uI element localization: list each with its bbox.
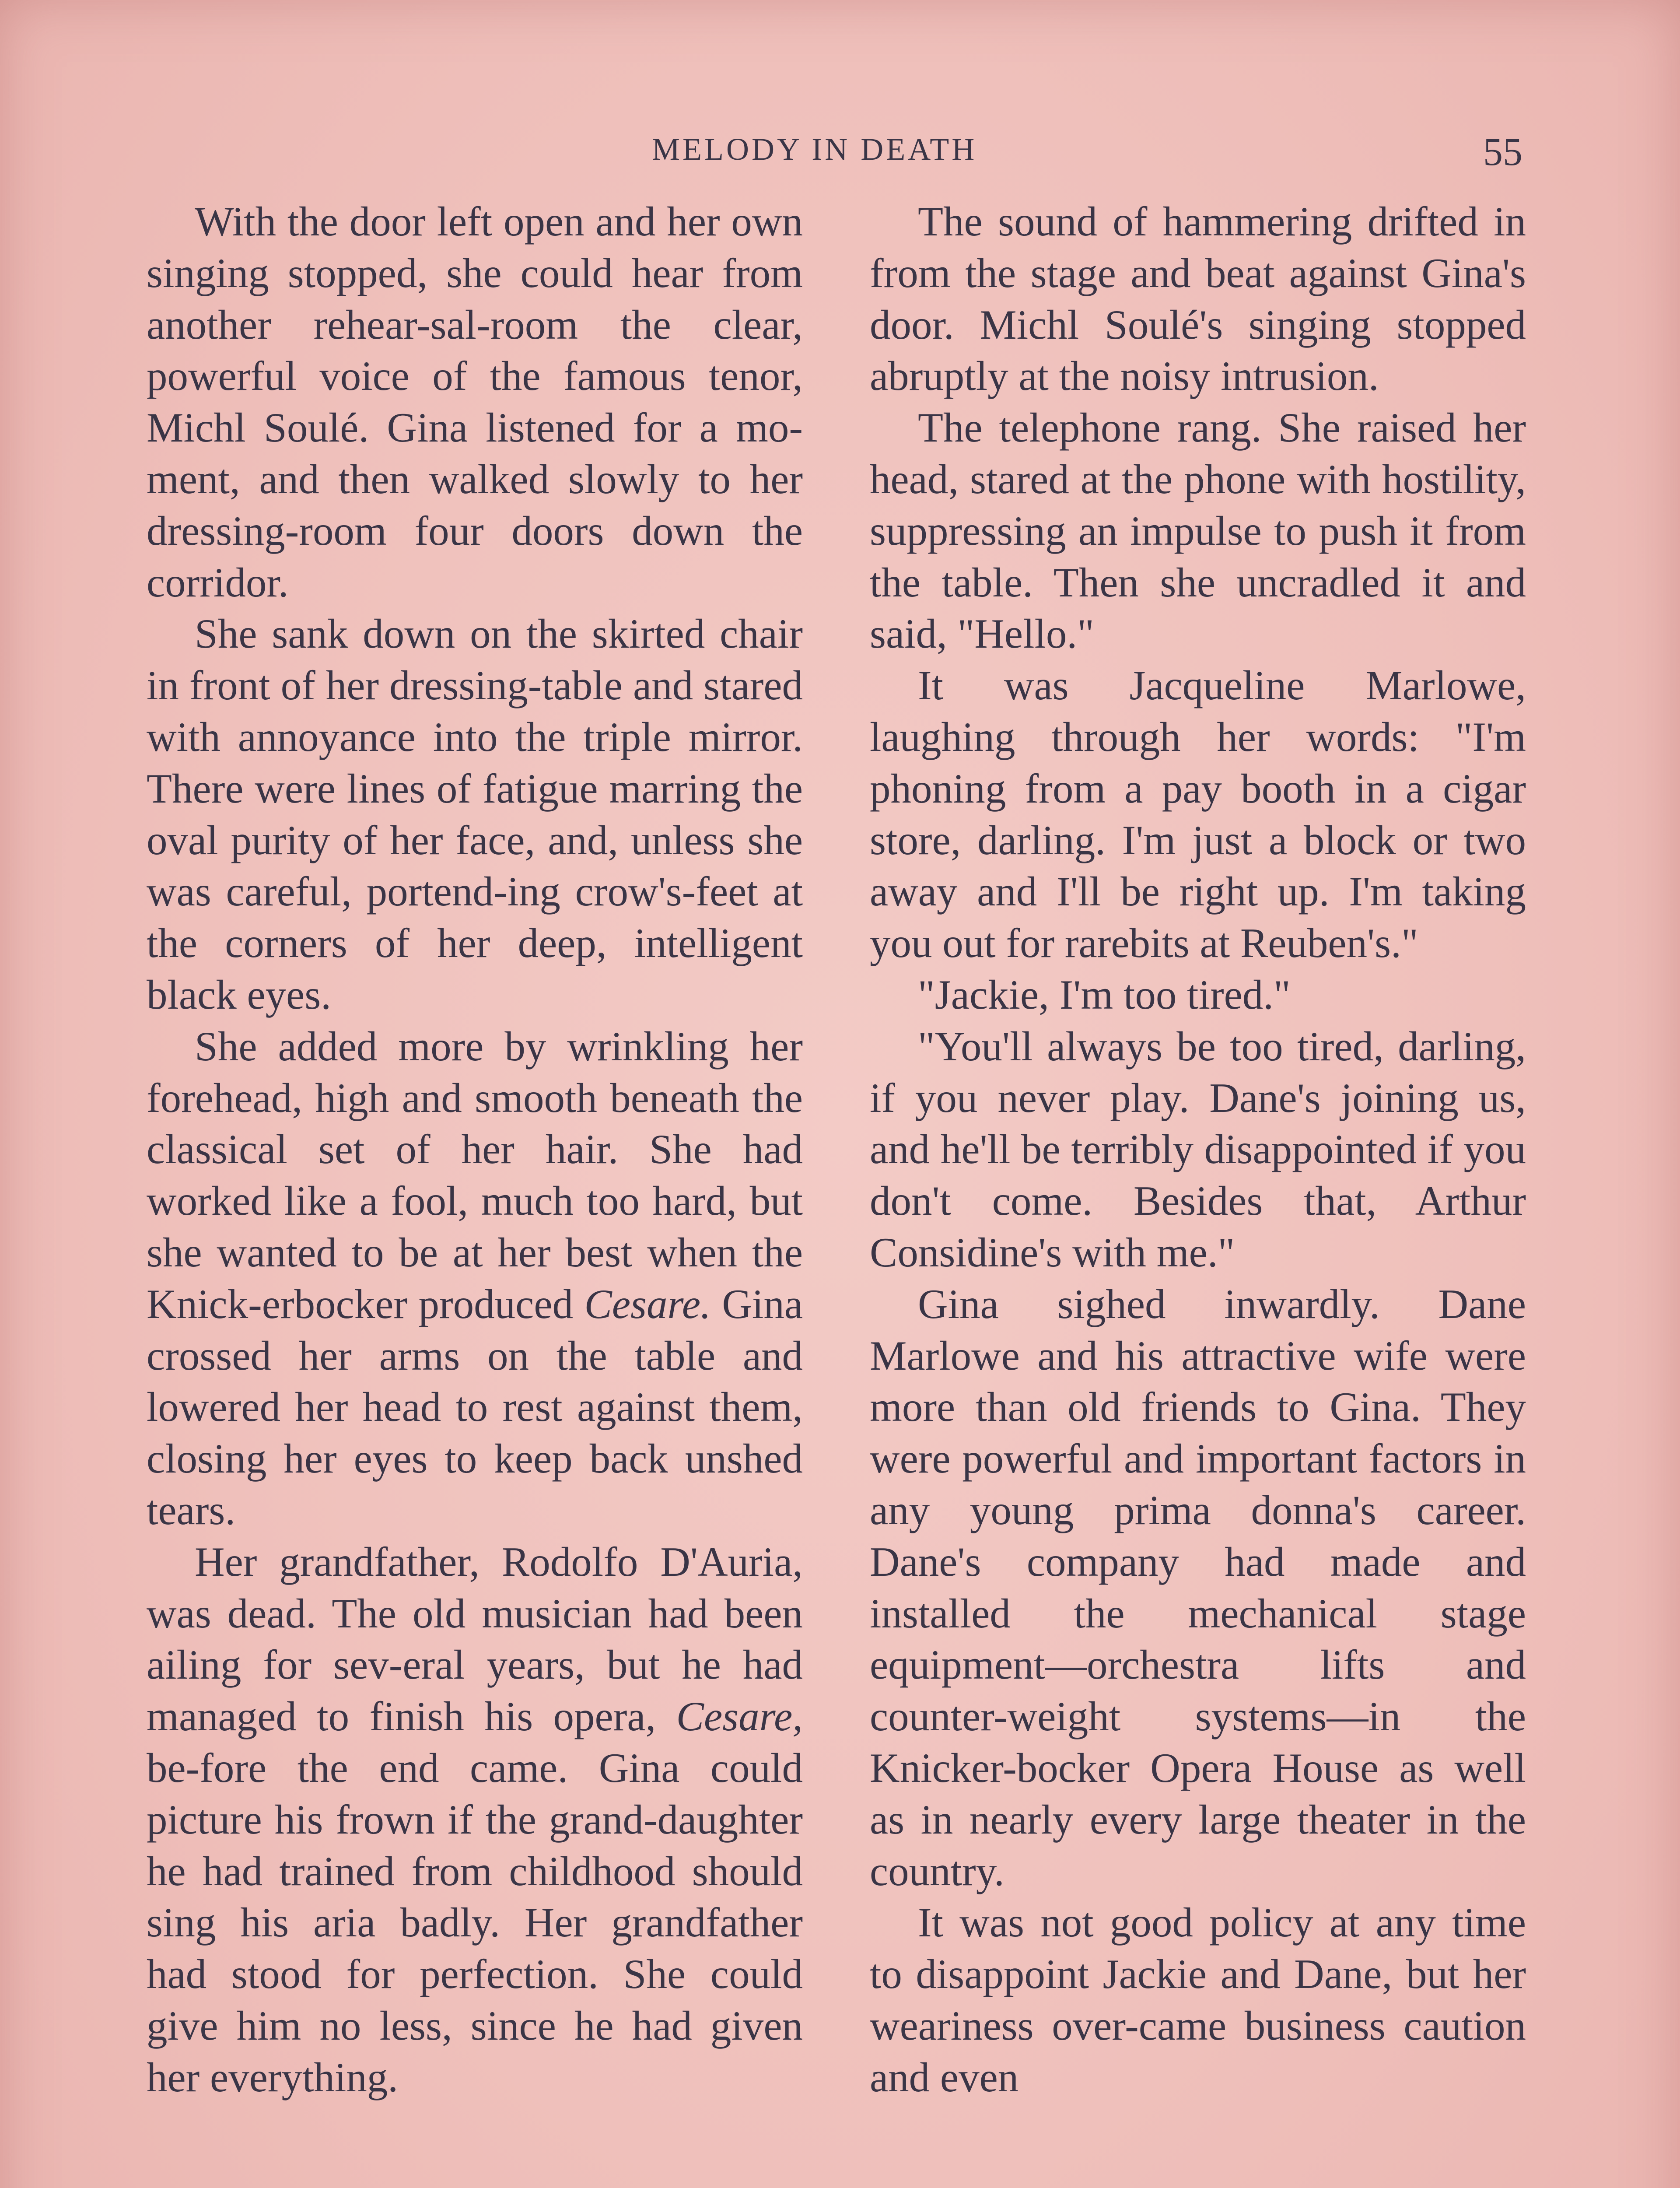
paragraph: "You'll always be too tired, darling, if you never play. Dane's joining us, and he'll be terribly disappointed if you don't come. Besides that, Arthur Considine's with me." xyxy=(870,1023,1526,1276)
paragraph-text: Her grandfather, Rodolfo D'Auria, was dead. The old musician had been ailing for sev-eral years, but he had managed to finish his opera, xyxy=(147,1538,803,1740)
paragraph: She sank down on the skirted chair in front of her dressing-table and stared with annoyance into the triple mirror. There were lines of fatigue marring the oval purity of her face, and, unless she was careful, portend-ing crow's-feet at the corners of her deep, intelligent black eyes. xyxy=(147,610,803,1018)
paragraph xyxy=(147,1021,803,1536)
running-title: MELODY IN DEATH xyxy=(652,132,977,167)
paragraph-text: She added more by wrinkling her forehead, high and smooth beneath the classical set of her hair. She had worked like a fool, much too hard, but she wanted to be at her best when the Knick-erbocker produced xyxy=(147,1023,803,1327)
paragraph: Gina sighed inwardly. Dane Marlowe and his attractive wife were more than old friends to Gina. They were powerful and important factors in any young prima donna's career. Dane's company had made and installed the mechanical stage equipment—orchestra lifts and counter-weight systems—in the Knicker-bocker Opera House as well as in nearly every large theater in the country. xyxy=(870,1280,1526,1894)
paragraph: The telephone rang. She raised her head, stared at the phone with hostility, suppressing an impulse to push it from the table. Then she uncradled it and said, "Hello." xyxy=(870,404,1526,657)
paragraph: It was not good policy at any time to disappoint Jackie and Dane, but her weariness over-came business caution and even xyxy=(870,1899,1526,2100)
paragraph-text: be-fore the end came. Gina could picture his frown if the grand-daughter he had trained from childhood should sing his aria badly. Her grandfather had stood for perfection. She could give him no less, since he had given her everything. xyxy=(147,1744,803,2100)
left-column xyxy=(147,196,803,2103)
paragraph: "Jackie, I'm too tired." xyxy=(918,971,1291,1018)
page-number: 55 xyxy=(1483,130,1522,174)
right-column xyxy=(870,196,1526,2103)
paragraph: It was Jacqueline Marlowe, laughing through her words: "I'm phoning from a pay booth in a cigar store, darling. I'm just a block or two away and I'll be right up. I'm taking you out for rarebits at Reuben's." xyxy=(870,662,1526,967)
opera-title-italic: Cesare. xyxy=(584,1280,711,1327)
paragraph: With the door left open and her own singing stopped, she could hear from another rehear-sal-room the clear, powerful voice of the famous tenor, Michl Soulé. Gina listened for a mo-ment, and then walked slowly to her dressing-room four doors down the corridor. xyxy=(147,198,803,606)
paragraph xyxy=(147,1536,803,2104)
paragraph-text: Gina crossed her arms on the table and lowered her head to rest against them, closing her eyes to keep back unshed tears. xyxy=(147,1280,803,1533)
opera-title-italic: Cesare, xyxy=(676,1693,803,1740)
paragraph: The sound of hammering drifted in from the stage and beat against Gina's door. Michl Soulé's singing stopped abruptly at the noisy intrusion. xyxy=(870,198,1526,400)
